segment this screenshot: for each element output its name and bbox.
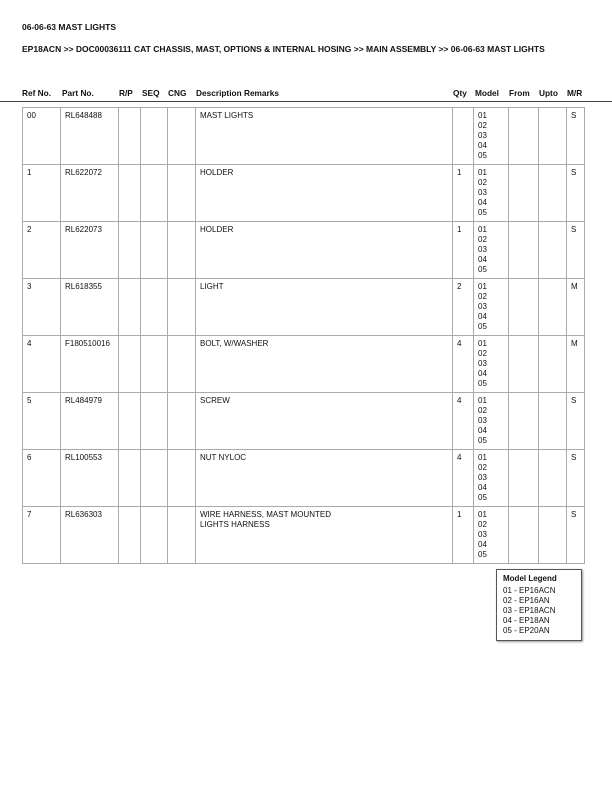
header-qty: Qty [453, 88, 467, 98]
header-upto: Upto [539, 88, 558, 98]
cell-ref: 6 [23, 450, 61, 507]
cell-seq [141, 507, 168, 564]
cell-desc: LIGHT [196, 279, 453, 336]
model-code: 01 [478, 510, 487, 519]
table-row [23, 450, 585, 507]
cell-mr: S [567, 393, 585, 450]
cell-cng [168, 393, 196, 450]
model-code: 03 [478, 530, 487, 539]
cell-seq [141, 336, 168, 393]
model-code: 01 [478, 453, 487, 462]
model-code: 01 [478, 339, 487, 348]
cell-part: RL100553 [61, 450, 119, 507]
cell-cng [168, 222, 196, 279]
model-code: 03 [478, 131, 487, 140]
cell-rp [119, 393, 141, 450]
cell-rp [119, 279, 141, 336]
cell-desc: BOLT, W/WASHER [196, 336, 453, 393]
cell-seq [141, 279, 168, 336]
legend-item: 01 - EP16ACN [503, 586, 556, 595]
cell-mr: M [567, 336, 585, 393]
cell-from [509, 165, 539, 222]
cell-qty: 1 [453, 165, 474, 222]
page-title: 06-06-63 MAST LIGHTS [22, 22, 116, 32]
cell-part: RL618355 [61, 279, 119, 336]
table-row [23, 222, 585, 279]
cell-ref: 2 [23, 222, 61, 279]
legend-item: 03 - EP18ACN [503, 606, 556, 615]
cell-desc: HOLDER [196, 165, 453, 222]
cell-upto [539, 279, 567, 336]
cell-from [509, 108, 539, 165]
model-code: 03 [478, 473, 487, 482]
cell-upto [539, 165, 567, 222]
cell-cng [168, 108, 196, 165]
model-code: 02 [478, 121, 487, 130]
cell-rp [119, 108, 141, 165]
cell-desc: NUT NYLOC [196, 450, 453, 507]
breadcrumb: EP18ACN >> DOC00036111 CAT CHASSIS, MAST, OPTIONS & INTERNAL HOSING >> MAIN ASSEMBLY >> 06-06-63 MAST LIGHTS [22, 44, 545, 54]
cell-part: F180510016 [61, 336, 119, 393]
cell-from [509, 222, 539, 279]
cell-model [474, 279, 509, 336]
model-code: 02 [478, 178, 487, 187]
model-code: 04 [478, 198, 487, 207]
cell-rp [119, 222, 141, 279]
model-code: 01 [478, 168, 487, 177]
cell-qty: 2 [453, 279, 474, 336]
cell-model [474, 336, 509, 393]
cell-part: RL648488 [61, 108, 119, 165]
cell-upto [539, 507, 567, 564]
model-code: 02 [478, 520, 487, 529]
cell-ref: 1 [23, 165, 61, 222]
model-code: 03 [478, 359, 487, 368]
header-seq: SEQ [142, 88, 160, 98]
cell-seq [141, 450, 168, 507]
header-cng: CNG [168, 88, 187, 98]
parts-table [22, 107, 585, 564]
cell-model [474, 165, 509, 222]
model-code: 05 [478, 436, 487, 445]
cell-rp [119, 165, 141, 222]
cell-rp [119, 336, 141, 393]
cell-cng [168, 336, 196, 393]
cell-cng [168, 450, 196, 507]
cell-part: RL622073 [61, 222, 119, 279]
cell-part: RL636303 [61, 507, 119, 564]
cell-seq [141, 393, 168, 450]
header-mr: M/R [567, 88, 583, 98]
cell-qty: 4 [453, 393, 474, 450]
model-code: 05 [478, 379, 487, 388]
table-row [23, 336, 585, 393]
model-code: 03 [478, 302, 487, 311]
cell-model [474, 450, 509, 507]
model-code: 01 [478, 396, 487, 405]
cell-cng [168, 165, 196, 222]
cell-mr: S [567, 450, 585, 507]
table-row [23, 393, 585, 450]
model-code: 04 [478, 255, 487, 264]
cell-ref: 3 [23, 279, 61, 336]
cell-model [474, 507, 509, 564]
cell-qty: 4 [453, 336, 474, 393]
model-code: 05 [478, 550, 487, 559]
cell-mr: S [567, 222, 585, 279]
model-code: 01 [478, 111, 487, 120]
model-code: 03 [478, 245, 487, 254]
cell-ref: 00 [23, 108, 61, 165]
model-code: 02 [478, 292, 487, 301]
cell-seq [141, 108, 168, 165]
model-code: 02 [478, 235, 487, 244]
cell-cng [168, 279, 196, 336]
model-code: 01 [478, 225, 487, 234]
model-code: 04 [478, 426, 487, 435]
cell-desc: WIRE HARNESS, MAST MOUNTED LIGHTS HARNESS [196, 507, 453, 564]
cell-upto [539, 450, 567, 507]
cell-qty: 1 [453, 222, 474, 279]
cell-seq [141, 165, 168, 222]
cell-model [474, 108, 509, 165]
cell-qty [453, 108, 474, 165]
model-code: 05 [478, 208, 487, 217]
cell-ref: 5 [23, 393, 61, 450]
cell-rp [119, 507, 141, 564]
model-code: 04 [478, 540, 487, 549]
cell-seq [141, 222, 168, 279]
cell-upto [539, 393, 567, 450]
cell-qty: 1 [453, 507, 474, 564]
model-code: 01 [478, 282, 487, 291]
table-row [23, 507, 585, 564]
header-part: Part No. [62, 88, 94, 98]
cell-upto [539, 222, 567, 279]
header-model: Model [475, 88, 499, 98]
model-code: 03 [478, 416, 487, 425]
model-code: 04 [478, 312, 487, 321]
model-legend [496, 569, 582, 641]
cell-ref: 7 [23, 507, 61, 564]
model-code: 03 [478, 188, 487, 197]
cell-part: RL484979 [61, 393, 119, 450]
cell-from [509, 279, 539, 336]
header-ref: Ref No. [22, 88, 52, 98]
cell-mr: S [567, 165, 585, 222]
header-from: From [509, 88, 530, 98]
cell-rp [119, 450, 141, 507]
cell-from [509, 450, 539, 507]
model-code: 04 [478, 141, 487, 150]
cell-desc: MAST LIGHTS [196, 108, 453, 165]
model-code: 05 [478, 322, 487, 331]
table-row [23, 165, 585, 222]
cell-part: RL622072 [61, 165, 119, 222]
cell-desc: SCREW [196, 393, 453, 450]
model-code: 05 [478, 493, 487, 502]
header-divider [0, 101, 612, 102]
cell-upto [539, 108, 567, 165]
cell-from [509, 336, 539, 393]
model-code: 02 [478, 463, 487, 472]
cell-mr: S [567, 108, 585, 165]
cell-ref: 4 [23, 336, 61, 393]
legend-item: 04 - EP18AN [503, 616, 550, 625]
cell-mr: S [567, 507, 585, 564]
table-row [23, 108, 585, 165]
cell-mr: M [567, 279, 585, 336]
cell-model [474, 222, 509, 279]
model-code: 04 [478, 483, 487, 492]
cell-desc: HOLDER [196, 222, 453, 279]
model-code: 04 [478, 369, 487, 378]
cell-cng [168, 507, 196, 564]
legend-item: 05 - EP20AN [503, 626, 550, 635]
table-row [23, 279, 585, 336]
header-desc: Description Remarks [196, 88, 280, 98]
cell-upto [539, 336, 567, 393]
header-rp: R/P [119, 88, 133, 98]
cell-from [509, 507, 539, 564]
model-code: 02 [478, 406, 487, 415]
model-code: 05 [478, 265, 487, 274]
cell-from [509, 393, 539, 450]
model-code: 05 [478, 151, 487, 160]
cell-qty: 4 [453, 450, 474, 507]
legend-item: 02 - EP16AN [503, 596, 550, 605]
legend-title: Model Legend [503, 574, 557, 583]
model-code: 02 [478, 349, 487, 358]
cell-model [474, 393, 509, 450]
